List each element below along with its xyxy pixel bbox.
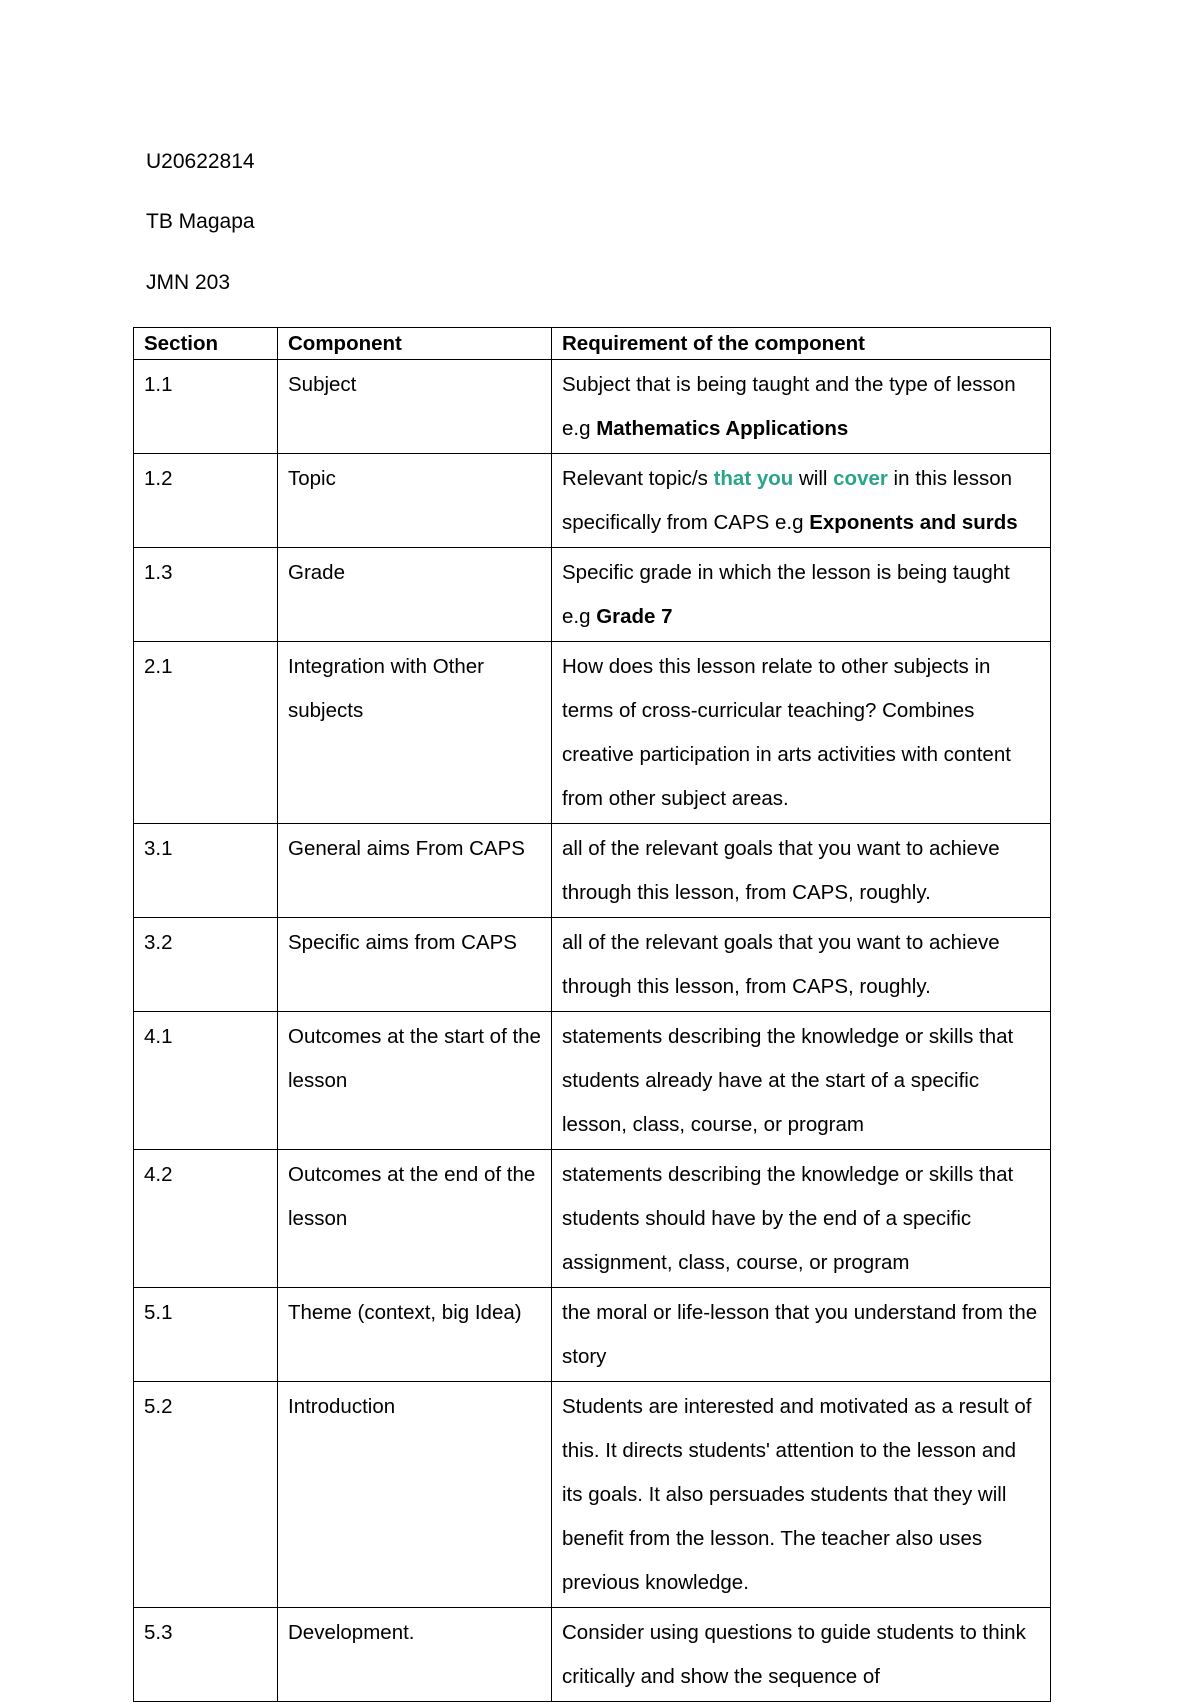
module-code: JMN 203: [146, 271, 231, 294]
requirement-cell: statements describing the knowledge or skills that students should have by the end of a specific assignment, class, course, or program: [552, 1150, 1051, 1288]
requirement-text: will: [793, 467, 834, 490]
section-cell: 3.2: [134, 918, 278, 1012]
requirement-cell: statements describing the knowledge or skills that students already have at the start of a specific lesson, class, course, or program: [552, 1012, 1051, 1150]
component-cell: Grade: [278, 548, 552, 642]
component-cell: Subject: [278, 360, 552, 454]
section-cell: 5.2: [134, 1382, 278, 1608]
requirement-cell: all of the relevant goals that you want to achieve through this lesson, from CAPS, roughly.: [552, 918, 1051, 1012]
section-cell: 1.1: [134, 360, 278, 454]
component-cell: Specific aims from CAPS: [278, 918, 552, 1012]
table-row: [134, 642, 1051, 824]
table-row: [134, 824, 1051, 918]
component-cell: Outcomes at the start of the lesson: [278, 1012, 552, 1150]
section-cell: 1.3: [134, 548, 278, 642]
table-row: [134, 1150, 1051, 1288]
requirement-text: Specific grade in which the lesson is being taught e.g: [562, 561, 1010, 628]
component-cell: Integration with Other subjects: [278, 642, 552, 824]
section-cell: 2.1: [134, 642, 278, 824]
requirement-cell: [552, 454, 1051, 548]
highlight-text: that you: [713, 467, 794, 490]
component-cell: Theme (context, big Idea): [278, 1288, 552, 1382]
requirement-text: in this lesson specifically from CAPS e.g: [562, 467, 1013, 534]
requirement-cell: all of the relevant goals that you want to achieve through this lesson, from CAPS, roughly.: [552, 824, 1051, 918]
table-row: [134, 1288, 1051, 1382]
table-row: [134, 1382, 1051, 1608]
section-cell: 1.2: [134, 454, 278, 548]
component-cell: General aims From CAPS: [278, 824, 552, 918]
student-number: U20622814: [146, 150, 255, 173]
student-name: TB Magapa: [146, 210, 255, 233]
table-row: [134, 1608, 1051, 1702]
header-requirement: Requirement of the component: [552, 328, 1051, 360]
section-cell: 5.1: [134, 1288, 278, 1382]
table-header-row: [134, 328, 1051, 360]
header-section: Section: [134, 328, 278, 360]
table-row: [134, 1012, 1051, 1150]
requirement-cell: Students are interested and motivated as a result of this. It directs students' attention to the lesson and its goals. It also persuades students that they will benefit from the lesson. The teacher also uses previous knowledge.: [552, 1382, 1051, 1608]
table-row: [134, 360, 1051, 454]
section-cell: 3.1: [134, 824, 278, 918]
component-cell: Outcomes at the end of the lesson: [278, 1150, 552, 1288]
table-row: [134, 918, 1051, 1012]
component-cell: Topic: [278, 454, 552, 548]
requirement-example: Mathematics Applications: [596, 417, 849, 440]
component-cell: Introduction: [278, 1382, 552, 1608]
lesson-plan-table: [133, 327, 1051, 1702]
highlight-text: cover: [833, 467, 888, 490]
section-cell: 4.1: [134, 1012, 278, 1150]
component-cell: Development.: [278, 1608, 552, 1702]
requirement-cell: [552, 548, 1051, 642]
requirement-text: Subject that is being taught and the type of lesson e.g: [562, 373, 1016, 440]
table-row: [134, 454, 1051, 548]
requirement-example: Exponents and surds: [809, 511, 1018, 534]
requirement-cell: How does this lesson relate to other subjects in terms of cross-curricular teaching? Combines creative participation in arts activities with content from other subject areas.: [552, 642, 1051, 824]
requirement-cell: the moral or life-lesson that you understand from the story: [552, 1288, 1051, 1382]
section-cell: 4.2: [134, 1150, 278, 1288]
requirement-example: Grade 7: [596, 605, 673, 628]
header-component: Component: [278, 328, 552, 360]
requirement-cell: [552, 360, 1051, 454]
requirement-cell: Consider using questions to guide students to think critically and show the sequence of: [552, 1608, 1051, 1702]
section-cell: 5.3: [134, 1608, 278, 1702]
requirement-text: Relevant topic/s: [562, 467, 714, 490]
table-row: [134, 548, 1051, 642]
